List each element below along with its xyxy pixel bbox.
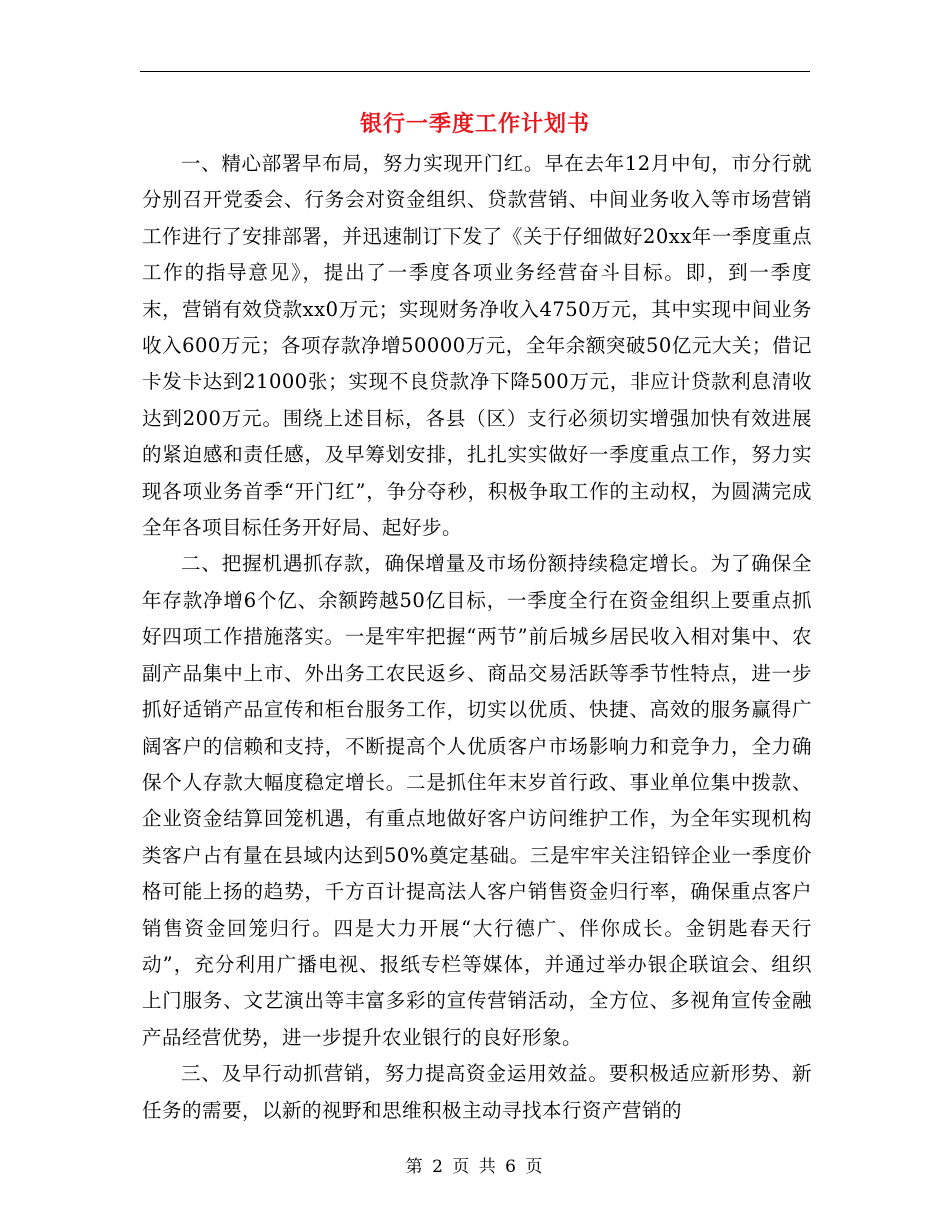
paragraph-3: 三、及早行动抓营销，努力提高资金运用效益。要积极适应新形势、新任务的需要，以新的视野和思维积极主动寻找本行资产营销的 [142,1062,812,1122]
document-title: 银行一季度工作计划书 [359,111,590,137]
paragraph-1: 一、精心部署早布局，努力实现开门红。早在去年12月中旬，市分行就分别召开党委会、行务会对资金组织、贷款营销、中间业务收入等市场营销工作进行了安排部署，并迅速制订下发了《关于仔细做好20xx年一季度重点工作的指导意见》，提出了一季度各项业务经营奋斗目标。即，到一季度末，营销有效贷款xx0万元；实现财务净收入4750万元，其中实现中间业务收入600万元；各项存款净增50000万元，全年余额突破50亿元大关；借记卡发卡达到21000张；实现不良贷款净下降500万元，非应计贷款利息清收达到200万元。围绕上述目标，各县（区）支行必须切实增强加快有效进展的紧迫感和责任感，及早筹划安排，扎扎实实做好一季度重点工作，努力实现各项业务首季“开门红”，争分夺秒，积极争取工作的主动权，为圆满完成全年各项目标任务开好局、起好步。 [142,152,812,540]
header-rule [140,71,810,72]
paragraph-2: 二、把握机遇抓存款，确保增量及市场份额持续稳定增长。为了确保全年存款净增6个亿、余额跨越50亿目标，一季度全行在资金组织上要重点抓好四项工作措施落实。一是牢牢把握“两节”前后城乡居民收入相对集中、农副产品集中上市、外出务工农民返乡、商品交易活跃等季节性特点，进一步抓好适销产品宣传和柜台服务工作，切实以优质、快捷、高效的服务赢得广阔客户的信赖和支持，不断提高个人优质客户市场影响力和竞争力，全力确保个人存款大幅度稳定增长。二是抓住年末岁首行政、事业单位集中拨款、企业资金结算回笼机遇，有重点地做好客户访问维护工作，为全年实现机构类客户占有量在县域内达到50%奠定基础。三是牢牢关注铅锌企业一季度价格可能上扬的趋势，千方百计提高法人客户销售资金归行率，确保重点客户销售资金回笼归行。四是大力开展“大行德广、伴你成长。金钥匙春天行动”，充分利用广播电视、报纸专栏等媒体，并通过举办银企联谊会、组织上门服务、文艺演出等丰富多彩的宣传营销活动，全方位、多视角宣传金融产品经营优势，进一步提升农业银行的良好形象。 [142,552,812,1049]
page-number-footer: 第 2 页 共 6 页 [405,1157,545,1177]
document-body [142,146,812,1129]
